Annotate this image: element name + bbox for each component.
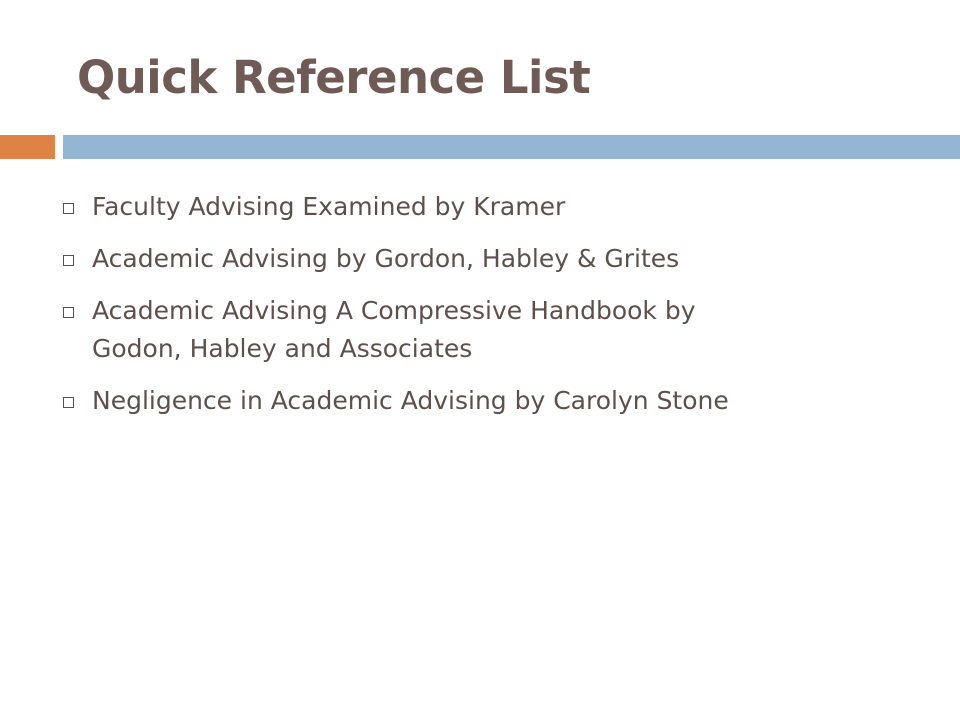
list-item-text: Faculty Advising Examined by Kramer <box>92 192 566 221</box>
hollow-square-icon <box>63 203 74 214</box>
list-item-text: Negligence in Academic Advising by Carolyn Stone <box>92 386 729 415</box>
list-item <box>60 382 940 420</box>
blue-divider-bar <box>63 135 960 159</box>
list-item-text: Academic Advising by Gordon, Habley & Grites <box>92 244 680 273</box>
list-item <box>60 240 940 278</box>
list-item <box>60 292 940 368</box>
orange-accent-bar <box>0 135 55 159</box>
hollow-square-icon <box>63 255 74 266</box>
hollow-square-icon <box>63 397 74 408</box>
reference-list <box>60 188 940 434</box>
list-item-text: Academic Advising A Compressive Handbook by <box>92 296 696 325</box>
list-item <box>60 188 940 226</box>
slide-title: Quick Reference List <box>77 51 591 104</box>
hollow-square-icon <box>63 307 74 318</box>
list-item-text-continued: Godon, Habley and Associates <box>92 334 473 363</box>
